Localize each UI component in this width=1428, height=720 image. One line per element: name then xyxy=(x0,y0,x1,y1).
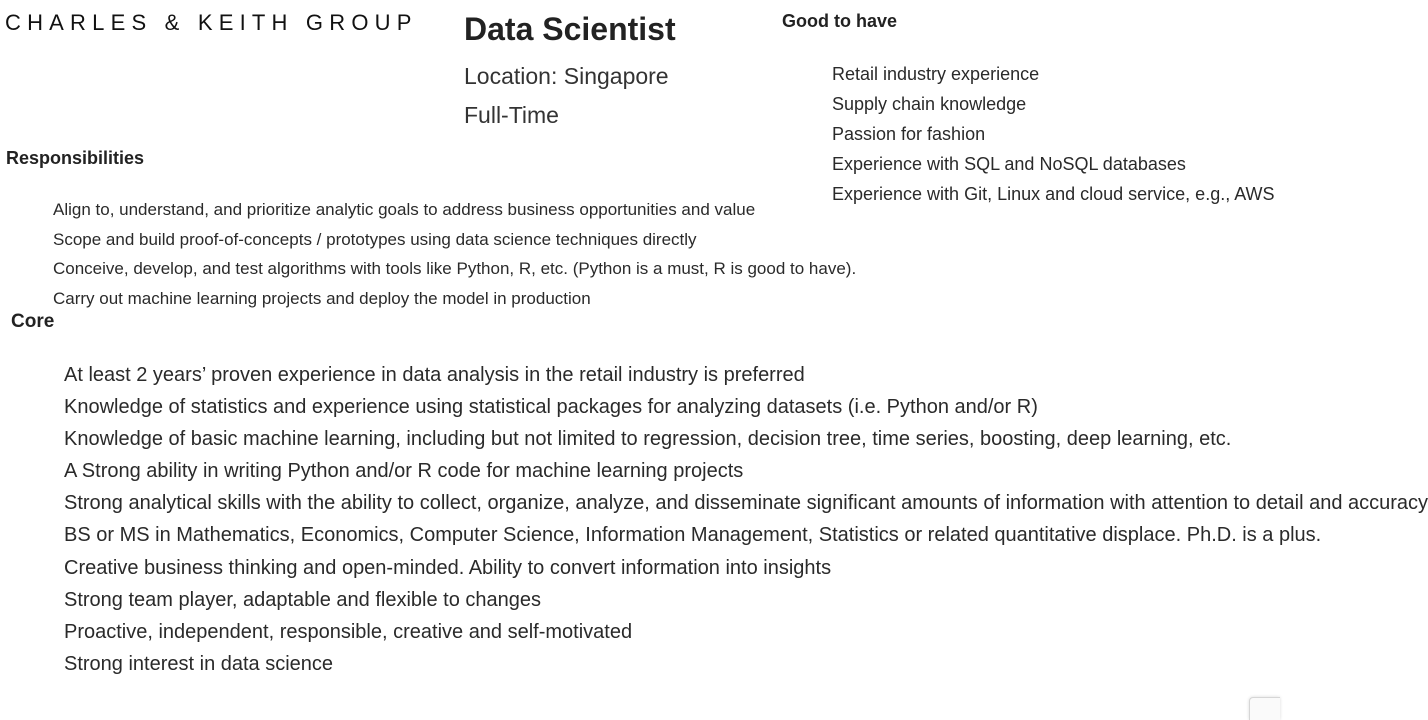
list-item: A Strong ability in writing Python and/or R code for machine learning projects xyxy=(64,460,744,483)
list-item: Strong interest in data science xyxy=(64,652,334,675)
list-item: Proactive, independent, responsible, creative and self-motivated xyxy=(64,620,633,643)
good-to-have-heading: Good to have xyxy=(782,11,898,31)
list-item: Align to, understand, and prioritize analytic goals to address business opportunities and value xyxy=(53,200,756,219)
corner-widget[interactable] xyxy=(1249,697,1280,720)
list-item: Carry out machine learning projects and deploy the model in production xyxy=(53,289,591,309)
list-item: Strong analytical skills with the ability to collect, organize, analyze, and disseminate significant amounts of information with attention to detail and accuracy xyxy=(64,492,1428,515)
responsibilities-heading: Responsibilities xyxy=(6,148,145,168)
job-title: Data Scientist xyxy=(464,11,676,47)
list-item: Conceive, develop, and test algorithms with tools like Python, R, etc. (Python is a must, R is good to have). xyxy=(53,259,857,279)
list-item: Scope and build proof-of-concepts / prototypes using data science techniques directly xyxy=(53,229,697,249)
company-logo: CHARLES & KEITH GROUP xyxy=(5,10,418,35)
list-item: Knowledge of basic machine learning, including but not limited to regression, decision tree, time series, boosting, deep learning, etc. xyxy=(64,428,1232,451)
list-item: BS or MS in Mathematics, Economics, Computer Science, Information Management, Statistics or related quantitative displace. Ph.D. is a plus. xyxy=(64,524,1322,547)
list-item: Creative business thinking and open-minded. Ability to convert information into insights xyxy=(64,556,832,579)
list-item: Strong team player, adaptable and flexible to changes xyxy=(64,588,541,611)
core-heading: Core xyxy=(11,311,55,332)
core-requirements-list xyxy=(64,359,1428,680)
list-item: At least 2 years’ proven experience in data analysis in the retail industry is preferred xyxy=(64,364,805,386)
job-location: Location: Singapore xyxy=(464,63,669,89)
responsibilities-list xyxy=(53,195,856,314)
list-item: Knowledge of statistics and experience using statistical packages for analyzing datasets (i.e. Python and/or R) xyxy=(64,396,1038,419)
list-item: Retail industry experience xyxy=(832,64,1040,84)
list-item: Passion for fashion xyxy=(832,124,986,144)
good-to-have-list xyxy=(832,59,1275,209)
list-item: Experience with Git, Linux and cloud service, e.g., AWS xyxy=(832,184,1275,204)
job-type: Full-Time xyxy=(464,102,559,128)
list-item: Supply chain knowledge xyxy=(832,94,1027,114)
list-item: Experience with SQL and NoSQL databases xyxy=(832,154,1186,174)
